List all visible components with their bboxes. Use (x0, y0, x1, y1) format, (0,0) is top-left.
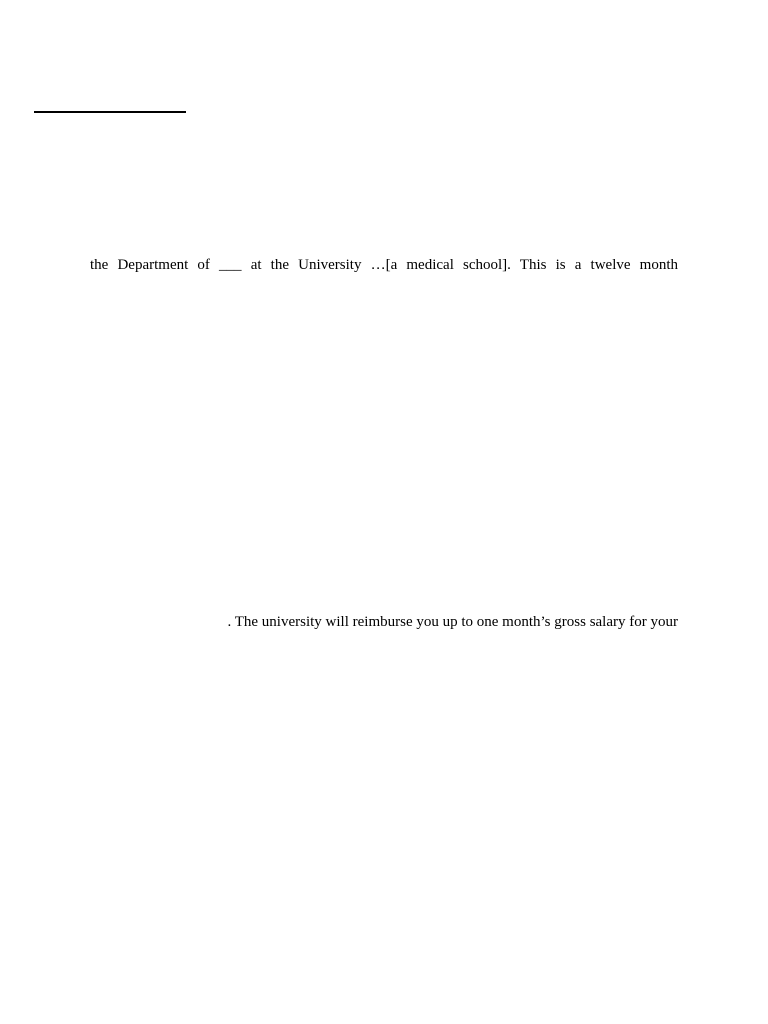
signature-rule (34, 111, 186, 113)
paragraph-line-reimbursement: . The university will reimburse you up to one month’s gross salary for your (227, 614, 678, 630)
paragraph-line-department: the Department of ___ at the University …[a medical school]. This is a twelve month (90, 257, 678, 273)
